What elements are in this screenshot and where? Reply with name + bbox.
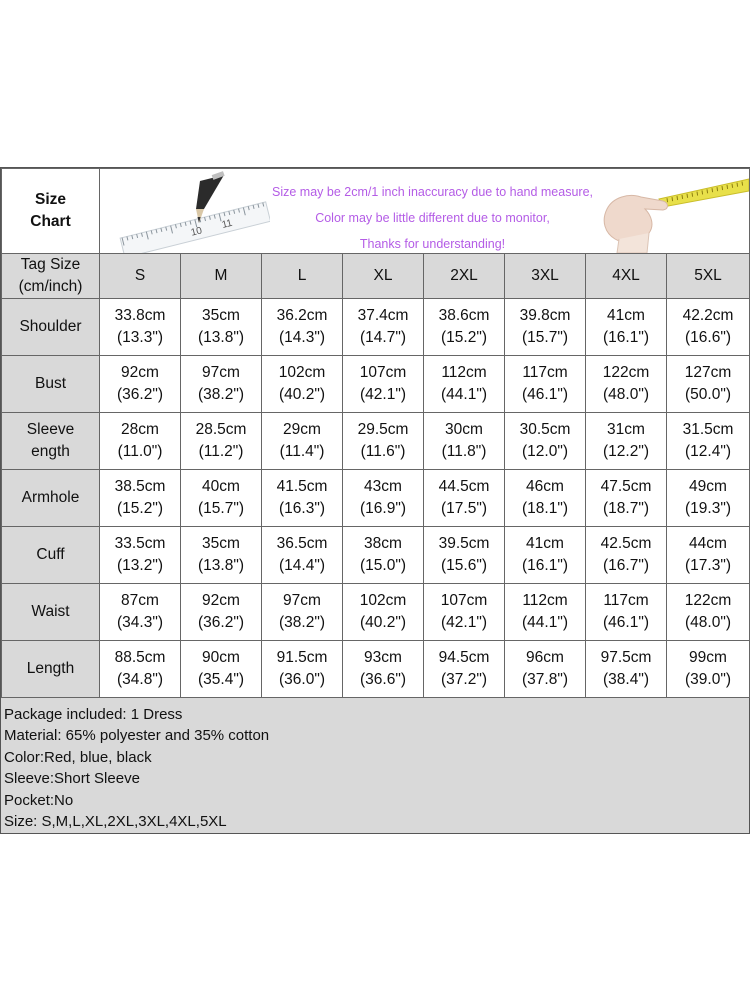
tag-size-line1: Tag Size bbox=[20, 256, 81, 273]
value-inch: (36.2") bbox=[117, 386, 163, 403]
measurement-cell bbox=[181, 470, 262, 527]
chart-title-line2: Chart bbox=[30, 213, 71, 230]
tape-tick bbox=[722, 186, 723, 190]
measurement-row bbox=[2, 356, 750, 413]
value-cm: 29cm bbox=[283, 421, 321, 438]
value-cm: 31cm bbox=[607, 421, 645, 438]
measurement-cell bbox=[343, 413, 424, 470]
measurement-cell bbox=[505, 413, 586, 470]
value-inch: (39.0") bbox=[685, 671, 731, 688]
value-inch: (12.2") bbox=[603, 443, 649, 460]
measurement-cell bbox=[100, 413, 181, 470]
measurement-cell bbox=[424, 299, 505, 356]
measurement-cell bbox=[262, 356, 343, 413]
size-col-3xl: 3XL bbox=[505, 254, 586, 299]
info-color: Color:Red, blue, black bbox=[4, 748, 152, 766]
size-col-2xl: 2XL bbox=[424, 254, 505, 299]
value-cm: 99cm bbox=[689, 649, 727, 666]
measurement-cell bbox=[505, 299, 586, 356]
tape-tick bbox=[727, 185, 728, 189]
value-cm: 38cm bbox=[364, 535, 402, 552]
note-inaccuracy: Size may be 2cm/1 inch inaccuracy due to hand measure, bbox=[272, 185, 594, 199]
measurement-cell bbox=[667, 470, 750, 527]
value-cm: 112cm bbox=[522, 592, 568, 609]
value-inch: (38.2") bbox=[198, 386, 244, 403]
value-inch: (15.2") bbox=[117, 500, 163, 517]
value-inch: (37.8") bbox=[522, 671, 568, 688]
size-col-xl: XL bbox=[343, 254, 424, 299]
measurement-cell bbox=[424, 356, 505, 413]
measurement-cell bbox=[262, 413, 343, 470]
measurement-cell bbox=[424, 413, 505, 470]
measurement-cell bbox=[667, 527, 750, 584]
value-cm: 41cm bbox=[607, 307, 645, 324]
value-cm: 122cm bbox=[684, 592, 732, 609]
measurement-cell bbox=[586, 356, 667, 413]
value-inch: (11.4") bbox=[279, 443, 325, 460]
value-cm: 122cm bbox=[602, 364, 650, 381]
measurement-label bbox=[2, 413, 100, 470]
value-inch: (15.7") bbox=[522, 329, 568, 346]
value-inch: (12.0") bbox=[522, 443, 568, 460]
value-inch: (11.6") bbox=[360, 443, 406, 460]
value-inch: (13.8") bbox=[198, 329, 244, 346]
measurement-cell bbox=[100, 470, 181, 527]
value-cm: 46cm bbox=[526, 478, 564, 495]
value-cm: 39.8cm bbox=[519, 307, 571, 324]
measurement-row bbox=[2, 470, 750, 527]
measurement-cell bbox=[181, 641, 262, 698]
value-inch: (46.1") bbox=[603, 614, 649, 631]
value-inch: (14.3") bbox=[279, 329, 325, 346]
measurement-cell bbox=[424, 584, 505, 641]
size-chart bbox=[0, 167, 750, 834]
value-cm: 36.2cm bbox=[276, 307, 328, 324]
note-thanks: Thanks for understanding! bbox=[359, 237, 506, 251]
value-cm: 92cm bbox=[121, 364, 159, 381]
tape-tick bbox=[707, 189, 708, 193]
measurement-cell bbox=[667, 299, 750, 356]
value-cm: 102cm bbox=[359, 592, 407, 609]
value-inch: (15.2") bbox=[441, 329, 487, 346]
chart-title-line1: Size bbox=[34, 191, 66, 208]
measurement-cell bbox=[100, 356, 181, 413]
value-inch: (34.3") bbox=[117, 614, 163, 631]
size-col-m: M bbox=[181, 254, 262, 299]
tape-tick bbox=[687, 194, 688, 198]
measurement-cell bbox=[667, 584, 750, 641]
value-inch: (16.6") bbox=[685, 329, 731, 346]
measurement-cell bbox=[181, 527, 262, 584]
value-inch: (40.2") bbox=[360, 614, 406, 631]
tape-tick bbox=[742, 182, 743, 186]
measurement-label-line: ength bbox=[31, 443, 70, 460]
value-inch: (15.7") bbox=[198, 500, 244, 517]
size-col-5xl: 5XL bbox=[667, 254, 750, 299]
value-cm: 127cm bbox=[684, 364, 732, 381]
value-cm: 96cm bbox=[526, 649, 564, 666]
tape-tick bbox=[692, 193, 693, 197]
value-inch: (13.2") bbox=[117, 557, 163, 574]
measurement-label-line: Bust bbox=[34, 375, 66, 392]
value-cm: 41cm bbox=[526, 535, 564, 552]
measurement-cell bbox=[586, 527, 667, 584]
measurement-label-line: Armhole bbox=[21, 489, 80, 506]
tag-size-label bbox=[2, 254, 100, 299]
value-cm: 35cm bbox=[202, 307, 240, 324]
measurement-cell bbox=[505, 527, 586, 584]
value-cm: 42.2cm bbox=[682, 307, 734, 324]
value-cm: 28.5cm bbox=[195, 421, 247, 438]
info-material: Material: 65% polyester and 35% cotton bbox=[4, 727, 270, 745]
value-cm: 88.5cm bbox=[114, 649, 166, 666]
value-inch: (40.2") bbox=[279, 386, 325, 403]
info-pocket: Pocket:No bbox=[4, 791, 74, 809]
value-cm: 30.5cm bbox=[519, 421, 571, 438]
value-inch: (14.4") bbox=[279, 557, 325, 574]
ruler-number-10: 10 bbox=[189, 225, 204, 239]
value-inch: (11.8") bbox=[441, 443, 487, 460]
measurement-cell bbox=[586, 584, 667, 641]
measurement-cell bbox=[424, 641, 505, 698]
value-inch: (48.0") bbox=[603, 386, 649, 403]
tape-tick bbox=[667, 198, 668, 202]
value-cm: 33.8cm bbox=[114, 307, 166, 324]
measurement-cell bbox=[505, 584, 586, 641]
product-info bbox=[4, 704, 269, 832]
value-inch: (16.3") bbox=[279, 500, 325, 517]
value-cm: 30cm bbox=[445, 421, 483, 438]
value-cm: 107cm bbox=[359, 364, 407, 381]
ruler-pencil-illustration bbox=[100, 169, 270, 253]
measurement-cell bbox=[343, 584, 424, 641]
measurement-label-line: Sleeve bbox=[26, 421, 75, 438]
measurement-cell bbox=[100, 641, 181, 698]
value-cm: 38.5cm bbox=[114, 478, 166, 495]
value-inch: (14.7") bbox=[360, 329, 406, 346]
value-cm: 97.5cm bbox=[600, 649, 652, 666]
measurement-label-line: Cuff bbox=[36, 546, 65, 563]
measurement-label-line: Length bbox=[26, 660, 75, 677]
tape-tick bbox=[702, 190, 703, 194]
measurement-cell bbox=[262, 584, 343, 641]
measurement-cell bbox=[100, 527, 181, 584]
measurement-cell bbox=[424, 527, 505, 584]
value-inch: (35.4") bbox=[198, 671, 244, 688]
value-inch: (12.4") bbox=[685, 443, 731, 460]
measurement-row bbox=[2, 584, 750, 641]
measurement-cell bbox=[100, 299, 181, 356]
value-cm: 33.5cm bbox=[114, 535, 166, 552]
value-inch: (36.2") bbox=[198, 614, 244, 631]
value-inch: (42.1") bbox=[360, 386, 406, 403]
value-cm: 97cm bbox=[202, 364, 240, 381]
value-cm: 117cm bbox=[603, 592, 649, 609]
value-cm: 29.5cm bbox=[357, 421, 409, 438]
measurement-row bbox=[2, 641, 750, 698]
tape-tick bbox=[737, 183, 738, 187]
value-inch: (42.1") bbox=[441, 614, 487, 631]
chart-title bbox=[2, 169, 100, 254]
header-row bbox=[2, 169, 750, 254]
value-inch: (17.5") bbox=[441, 500, 487, 517]
value-inch: (16.1") bbox=[603, 329, 649, 346]
value-inch: (13.8") bbox=[198, 557, 244, 574]
tape-tick bbox=[732, 184, 733, 188]
value-cm: 44cm bbox=[689, 535, 727, 552]
value-cm: 93cm bbox=[364, 649, 402, 666]
measurement-cell bbox=[262, 299, 343, 356]
value-inch: (15.0") bbox=[360, 557, 406, 574]
value-inch: (16.7") bbox=[603, 557, 649, 574]
tape-tick bbox=[712, 188, 713, 192]
value-inch: (48.0") bbox=[685, 614, 731, 631]
value-inch: (15.6") bbox=[441, 557, 487, 574]
value-inch: (18.1") bbox=[522, 500, 568, 517]
value-inch: (18.7") bbox=[603, 500, 649, 517]
value-cm: 87cm bbox=[121, 592, 159, 609]
measurement-cell bbox=[667, 413, 750, 470]
value-inch: (17.3") bbox=[685, 557, 731, 574]
measurement-cell bbox=[181, 299, 262, 356]
ruler-number-11: 11 bbox=[220, 217, 234, 231]
value-cm: 97cm bbox=[283, 592, 321, 609]
value-inch: (38.4") bbox=[603, 671, 649, 688]
value-cm: 91.5cm bbox=[276, 649, 328, 666]
value-cm: 92cm bbox=[202, 592, 240, 609]
value-cm: 40cm bbox=[202, 478, 240, 495]
value-inch: (16.1") bbox=[522, 557, 568, 574]
tape-tick bbox=[672, 197, 673, 201]
measurement-label-line: Shoulder bbox=[19, 318, 82, 335]
measurement-cell bbox=[343, 356, 424, 413]
measurement-label bbox=[2, 470, 100, 527]
measurement-cell bbox=[181, 356, 262, 413]
value-cm: 36.5cm bbox=[276, 535, 328, 552]
hand-icon bbox=[604, 196, 667, 254]
info-package: Package included: 1 Dress bbox=[4, 706, 183, 723]
size-table bbox=[1, 168, 750, 698]
value-cm: 42.5cm bbox=[600, 535, 652, 552]
measurement-cell bbox=[262, 470, 343, 527]
size-col-l: L bbox=[262, 254, 343, 299]
measurement-cell bbox=[586, 641, 667, 698]
value-cm: 102cm bbox=[278, 364, 326, 381]
measurement-cell bbox=[343, 470, 424, 527]
tag-size-line2: (cm/inch) bbox=[18, 278, 83, 295]
measurement-cell bbox=[262, 527, 343, 584]
measurement-cell bbox=[424, 470, 505, 527]
note-color: Color may be little different due to monitor, bbox=[315, 211, 550, 225]
measurement-cell bbox=[667, 356, 750, 413]
measurement-label bbox=[2, 299, 100, 356]
tape-tick bbox=[677, 196, 678, 200]
value-cm: 37.4cm bbox=[357, 307, 409, 324]
tape-tick bbox=[697, 192, 698, 196]
size-header-row bbox=[2, 254, 750, 299]
measurement-cell bbox=[181, 413, 262, 470]
measurement-cell bbox=[181, 584, 262, 641]
value-inch: (37.2") bbox=[441, 671, 487, 688]
value-cm: 107cm bbox=[440, 592, 488, 609]
value-cm: 43cm bbox=[364, 478, 402, 495]
value-cm: 112cm bbox=[441, 364, 487, 381]
info-sleeve: Sleeve:Short Sleeve bbox=[4, 770, 140, 788]
size-col-4xl: 4XL bbox=[586, 254, 667, 299]
measurement-cell bbox=[343, 527, 424, 584]
value-cm: 39.5cm bbox=[438, 535, 490, 552]
value-cm: 47.5cm bbox=[600, 478, 652, 495]
measurement-label bbox=[2, 356, 100, 413]
value-inch: (36.0") bbox=[279, 671, 325, 688]
value-cm: 90cm bbox=[202, 649, 240, 666]
value-inch: (44.1") bbox=[441, 386, 487, 403]
measurement-cell bbox=[343, 641, 424, 698]
measurement-cell bbox=[343, 299, 424, 356]
value-inch: (11.2") bbox=[198, 443, 244, 460]
info-size: Size: S,M,L,XL,2XL,3XL,4XL,5XL bbox=[4, 813, 227, 831]
value-cm: 38.6cm bbox=[438, 307, 490, 324]
tape-tick bbox=[682, 195, 683, 199]
measurement-cell bbox=[586, 299, 667, 356]
value-cm: 94.5cm bbox=[438, 649, 490, 666]
value-inch: (44.1") bbox=[522, 614, 568, 631]
value-cm: 41.5cm bbox=[276, 478, 328, 495]
measurement-cell bbox=[586, 470, 667, 527]
measurement-label bbox=[2, 641, 100, 698]
value-inch: (34.8") bbox=[117, 671, 163, 688]
value-cm: 31.5cm bbox=[682, 421, 734, 438]
measurement-label-line: Waist bbox=[31, 603, 70, 620]
tape-tick bbox=[717, 187, 718, 191]
value-cm: 49cm bbox=[689, 478, 727, 495]
measurement-row bbox=[2, 299, 750, 356]
measurement-cell bbox=[667, 641, 750, 698]
value-inch: (50.0") bbox=[685, 386, 731, 403]
value-inch: (11.0") bbox=[117, 443, 163, 460]
measurement-cell bbox=[505, 356, 586, 413]
measurement-cell bbox=[100, 584, 181, 641]
measurement-label bbox=[2, 527, 100, 584]
measurement-notes bbox=[272, 179, 593, 254]
measurement-label bbox=[2, 584, 100, 641]
measurement-cell bbox=[586, 413, 667, 470]
value-cm: 35cm bbox=[202, 535, 240, 552]
value-inch: (46.1") bbox=[522, 386, 568, 403]
measurement-cell bbox=[262, 641, 343, 698]
value-inch: (16.9") bbox=[360, 500, 406, 517]
value-inch: (19.3") bbox=[685, 500, 731, 517]
value-cm: 28cm bbox=[121, 421, 159, 438]
notes-banner bbox=[100, 169, 750, 254]
value-cm: 117cm bbox=[522, 364, 568, 381]
value-cm: 44.5cm bbox=[438, 478, 490, 495]
measurement-cell bbox=[505, 470, 586, 527]
tape-measure-hand-illustration bbox=[589, 169, 749, 253]
size-col-s: S bbox=[100, 254, 181, 299]
measurement-row bbox=[2, 527, 750, 584]
value-inch: (38.2") bbox=[279, 614, 325, 631]
value-inch: (13.3") bbox=[117, 329, 163, 346]
value-inch: (36.6") bbox=[360, 671, 406, 688]
measurement-cell bbox=[505, 641, 586, 698]
measurement-row bbox=[2, 413, 750, 470]
